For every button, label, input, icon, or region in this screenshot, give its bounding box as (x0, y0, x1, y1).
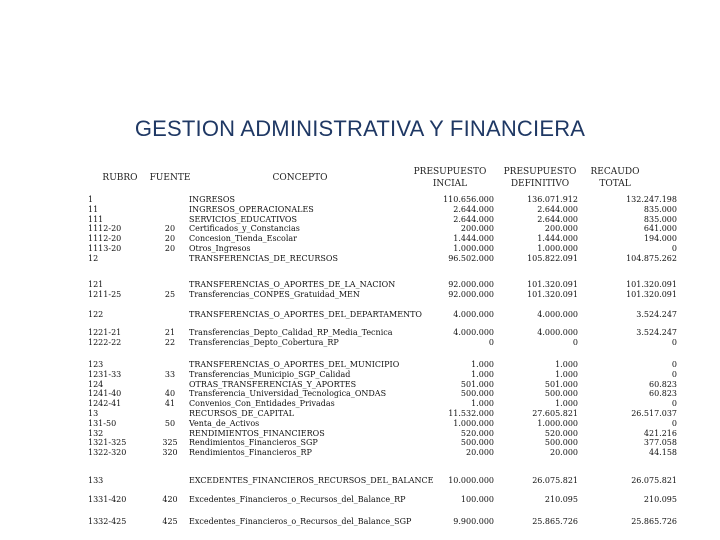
group-presupuesto-inicial: 100.000 (460, 495, 494, 504)
group-fuente: 425 (162, 517, 178, 526)
group-recaudo-total: 0 0 60.823 60.823 0 26.517.037 0 421.216 377.058 44.158 (631, 360, 677, 458)
group-concepto: Excedentes_Financieros_o_Recursos_del_Balance_SGP (189, 517, 412, 526)
page-title: GESTION ADMINISTRATIVA Y FINANCIERA (134, 116, 586, 141)
group-concepto: TRANSFERENCIAS_O_APORTES_DEL_MUNICIPIO Transferencias_Municipio_SGP_Calidad OTRAS_TRANSFERENCIAS_Y_APORTES Transferencia_Universidad_Tecnologica_ONDAS Convenios_Con_Entidades_Privadas RECURSOS_DE_CAPITAL Venta_de_Activos RENDIMIENTOS_FINANCIEROS Rendimientos_Financieros_SGP Rendimientos_Financieros_RP (189, 360, 400, 458)
header-presupuesto-inicial: PRESUPUESTO INCIAL (413, 167, 487, 189)
group-recaudo-total: 3.524.247 0 (636, 328, 677, 347)
group-recaudo-total: 3.524.247 (636, 310, 677, 319)
group-presupuesto-inicial: 4.000.000 (453, 310, 494, 319)
group-presupuesto-inicial: 9.900.000 (453, 517, 494, 526)
group-rubro: 1 11 111 1112-20 1112-20 1113-20 12 (88, 195, 122, 263)
group-rubro: 1221-21 1222-22 (88, 328, 122, 347)
group-presupuesto-inicial: 92.000.000 92.000.000 (448, 280, 494, 299)
group-concepto: Excedentes_Financieros_o_Recursos_del_Balance_RP (189, 495, 406, 504)
group-fuente: 33 40 41 50 325 320 (162, 369, 178, 458)
group-fuente: 20 20 20 (164, 224, 176, 253)
header-fuente: FUENTE (149, 173, 191, 183)
header-recaudo-total: RECAUDO TOTAL (590, 167, 640, 189)
group-presupuesto-definitivo: 25.865.726 (532, 517, 578, 526)
group-presupuesto-definitivo: 210.095 (544, 495, 578, 504)
group-rubro: 1331-420 (88, 495, 127, 504)
header-rubro: RUBRO (102, 173, 138, 183)
group-fuente: 21 22 (164, 328, 176, 347)
group-rubro: 121 1211-25 (88, 280, 122, 299)
group-concepto: EXCEDENTES_FINANCIEROS_RECURSOS_DEL_BALANCE (189, 476, 434, 485)
group-concepto: Transferencias_Depto_Calidad_RP_Media_Tecnica Transferencias_Depto_Cobertura_RP (189, 328, 393, 347)
group-rubro: 1332-425 (88, 517, 127, 526)
group-presupuesto-definitivo: 101.320.091 101.320.091 (527, 280, 578, 299)
group-recaudo-total: 101.320.091 101.320.091 (626, 280, 677, 299)
group-presupuesto-inicial: 10.000.000 (448, 476, 494, 485)
group-rubro: 133 (88, 476, 104, 485)
group-presupuesto-definitivo: 1.000 1.000 501.000 500.000 1.000 27.605.821 1.000.000 520.000 500.000 20.000 (532, 360, 578, 458)
group-presupuesto-definitivo: 26.075.821 (532, 476, 578, 485)
group-fuente: 25 (164, 289, 176, 299)
group-rubro: 123 1231-33 124 1241-40 1242-41 13 131-50 132 1321-325 1322-320 (88, 360, 127, 458)
header-presupuesto-definitivo: PRESUPUESTO DEFINITIVO (503, 167, 577, 189)
group-presupuesto-inicial: 1.000 1.000 501.000 500.000 1.000 11.532.000 1.000.000 520.000 500.000 20.000 (448, 360, 494, 458)
group-recaudo-total: 210.095 (643, 495, 677, 504)
group-concepto: TRANSFERENCIAS_O_APORTES_DEL_DEPARTAMENTO (189, 310, 422, 319)
group-presupuesto-inicial: 110.656.000 2.644.000 2.644.000 200.000 1.444.000 1.000.000 96.502.000 (443, 195, 494, 263)
group-recaudo-total: 25.865.726 (631, 517, 677, 526)
group-rubro: 122 (88, 310, 104, 319)
header-concepto: CONCEPTO (272, 173, 328, 183)
group-recaudo-total: 132.247.198 835.000 835.000 641.000 194.000 0 104.875.262 (626, 195, 677, 263)
group-presupuesto-definitivo: 4.000.000 (537, 310, 578, 319)
group-presupuesto-definitivo: 136.071.912 2.644.000 2.644.000 200.000 1.444.000 1.000.000 105.822.091 (527, 195, 578, 263)
group-fuente: 420 (162, 495, 178, 504)
group-presupuesto-inicial: 4.000.000 0 (453, 328, 494, 347)
group-recaudo-total: 26.075.821 (631, 476, 677, 485)
group-concepto: INGRESOS INGRESOS_OPERACIONALES SERVICIOS_EDUCATIVOS Certificados_y_Constancias Concesion_Tienda_Escolar Otros_Ingresos TRANSFERENCIAS_DE_RECURSOS (189, 195, 338, 263)
group-concepto: TRANSFERENCIAS_O_APORTES_DE_LA_NACION Transferencias_CONPES_Gratuidad_MEN (189, 280, 396, 299)
group-presupuesto-definitivo: 4.000.000 0 (537, 328, 578, 347)
